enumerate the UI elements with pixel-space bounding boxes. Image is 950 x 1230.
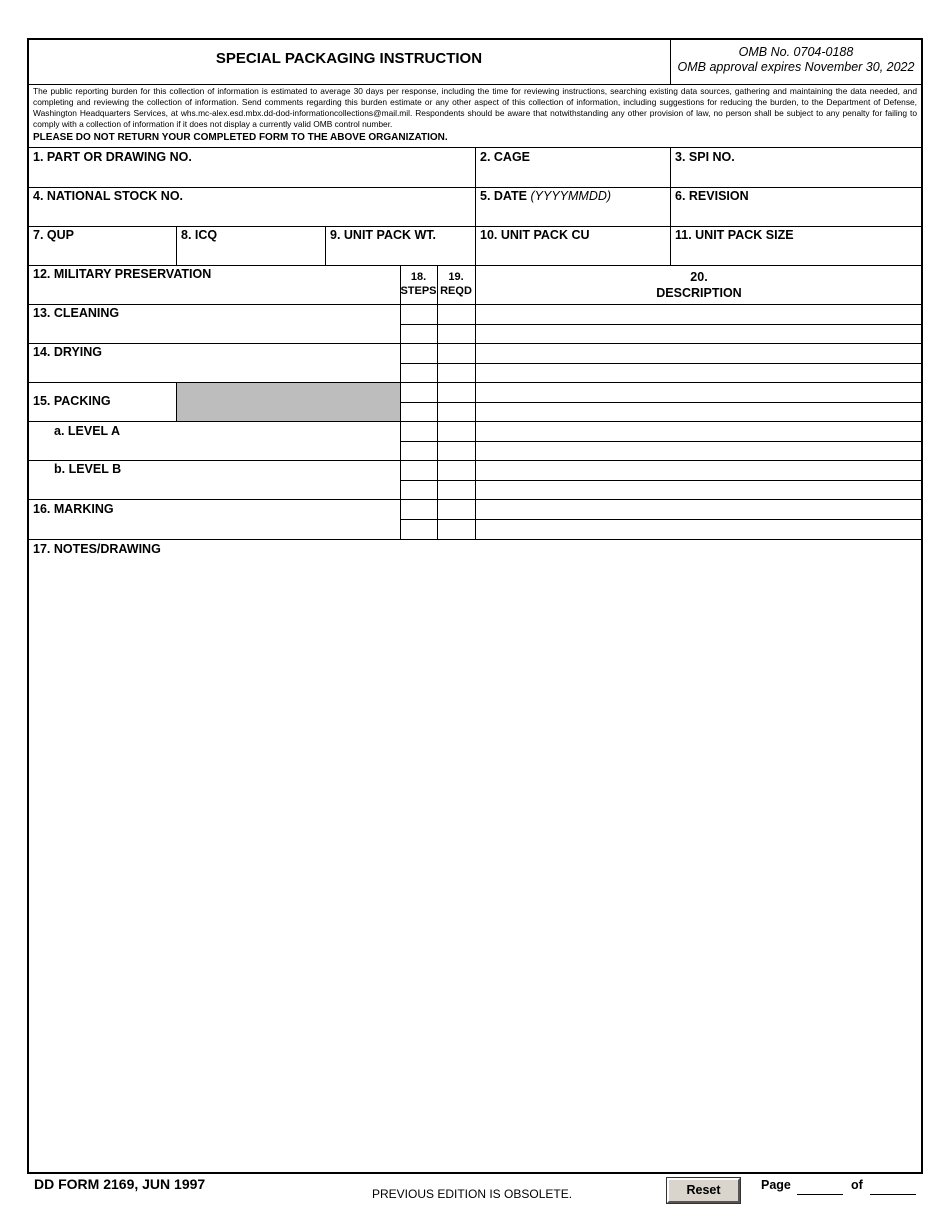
date-format-hint: (YYYYMMDD) [530,189,612,203]
description-cell[interactable] [476,325,922,343]
reqd-cell[interactable] [438,461,475,480]
marking-label: 16. MARKING [33,502,114,516]
steps-cell[interactable] [401,325,437,343]
reqd-header-label: REQD [440,285,472,297]
military-preservation-label: 12. MILITARY PRESERVATION [33,267,212,281]
unit-pack-cu-label: 10. UNIT PACK CU [480,228,590,242]
revision-field[interactable] [671,188,922,226]
header-bottom-line [28,84,922,85]
notes-drawing-label: 17. NOTES/DRAWING [33,542,161,556]
national-stock-no-field[interactable] [28,188,475,226]
omb-number: OMB No. 0704-0188 [738,45,854,59]
description-cell[interactable] [476,481,922,499]
description-header-number: 20. [690,270,708,284]
form-identifier: DD FORM 2169, JUN 1997 [34,1176,206,1192]
steps-cell[interactable] [401,500,437,519]
reqd-header [437,270,475,298]
reqd-cell[interactable] [438,500,475,519]
steps-header-number: 18. [410,271,427,283]
description-cell[interactable] [476,520,922,538]
packing-level-a-label: a. LEVEL A [54,424,120,438]
reqd-cell[interactable] [438,481,475,499]
description-cell[interactable] [476,364,922,382]
reqd-cell[interactable] [438,383,475,402]
description-cell[interactable] [476,403,922,421]
page-label: Page [761,1178,791,1192]
row-line [28,460,400,461]
cleaning-label: 13. CLEANING [33,306,120,320]
steps-header [400,270,437,298]
unit-pack-size-label: 11. UNIT PACK SIZE [675,228,794,242]
reqd-cell[interactable] [438,442,475,460]
steps-cell[interactable] [401,481,437,499]
cage-field[interactable] [476,148,670,187]
burden-statement: The public reporting burden for this collection of information is estimated to average 30 days per response, including the time for reviewing instructions, searching existing data sources, gathering and maintaining the data needed, and completing and reviewing the collection of information. Send comments regarding this burden estimate or any other aspect of this collection of information, including suggestions for reducing the burden, to the Department of Defense, Washington Headquarters Services, at whs.mc-alex.esd.mbx.dd-dod-informationcollections@mail.mil. Respondents should be aware that notwithstanding any other provision of law, no person shall be subject to any penalty for failing to comply with a collection of information if it does not display a currently valid OMB control number. [33,86,917,130]
reset-button[interactable]: Reset [667,1178,740,1203]
packing-label: 15. PACKING [33,394,111,408]
page-number-input[interactable] [797,1182,843,1195]
reqd-cell[interactable] [438,364,475,382]
part-drawing-no-label: 1. PART OR DRAWING NO. [33,150,192,164]
packing-level-b-label: b. LEVEL B [54,462,122,476]
unit-pack-size-field[interactable] [671,227,922,265]
part-drawing-no-field[interactable] [28,148,475,187]
date-label [480,189,611,203]
reqd-cell[interactable] [438,305,475,324]
page-title: SPECIAL PACKAGING INSTRUCTION [215,50,483,67]
description-cell[interactable] [476,461,922,480]
spi-no-label: 3. SPI NO. [675,150,735,164]
icq-label: 8. ICQ [181,228,218,242]
steps-cell[interactable] [401,344,437,363]
return-notice: PLEASE DO NOT RETURN YOUR COMPLETED FORM TO THE ABOVE ORGANIZATION. [33,132,448,143]
page-total-input[interactable] [870,1182,916,1195]
reqd-cell[interactable] [438,403,475,421]
row-line [28,499,400,500]
steps-cell[interactable] [401,461,437,480]
reqd-cell[interactable] [438,325,475,343]
qup-field[interactable] [28,227,176,265]
obsolete-notice: PREVIOUS EDITION IS OBSOLETE. [372,1187,573,1201]
description-header-label: DESCRIPTION [656,286,742,300]
steps-cell[interactable] [401,520,437,538]
drying-label: 14. DRYING [33,345,103,359]
omb-expiry: OMB approval expires November 30, 2022 [677,60,915,74]
notes-drawing-area[interactable] [28,540,922,1172]
description-header [476,269,922,301]
steps-cell[interactable] [401,383,437,402]
description-cell[interactable] [476,422,922,441]
of-label: of [851,1178,863,1192]
packing-shaded-area [177,383,400,421]
reqd-cell[interactable] [438,422,475,441]
unit-pack-cu-field[interactable] [476,227,670,265]
steps-cell[interactable] [401,305,437,324]
revision-label: 6. REVISION [675,189,749,203]
row-line [28,343,400,344]
steps-cell[interactable] [401,403,437,421]
icq-field[interactable] [177,227,325,265]
row-line [28,265,922,266]
row-line [28,421,400,422]
reqd-cell[interactable] [438,344,475,363]
description-cell[interactable] [476,305,922,324]
steps-cell[interactable] [401,422,437,441]
date-label-text: 5. DATE [480,189,527,203]
steps-cell[interactable] [401,442,437,460]
date-field[interactable] [476,188,670,226]
unit-pack-wt-field[interactable] [326,227,475,265]
cage-label: 2. CAGE [480,150,531,164]
steps-header-label: STEPS [400,285,437,297]
description-cell[interactable] [476,500,922,519]
unit-pack-wt-label: 9. UNIT PACK WT. [330,228,437,242]
description-cell[interactable] [476,383,922,402]
reqd-cell[interactable] [438,520,475,538]
spi-no-field[interactable] [671,148,922,187]
description-cell[interactable] [476,344,922,363]
national-stock-no-label: 4. NATIONAL STOCK NO. [33,189,184,203]
qup-label: 7. QUP [33,228,74,242]
reqd-header-number: 19. [448,271,464,283]
description-cell[interactable] [476,442,922,460]
steps-cell[interactable] [401,364,437,382]
